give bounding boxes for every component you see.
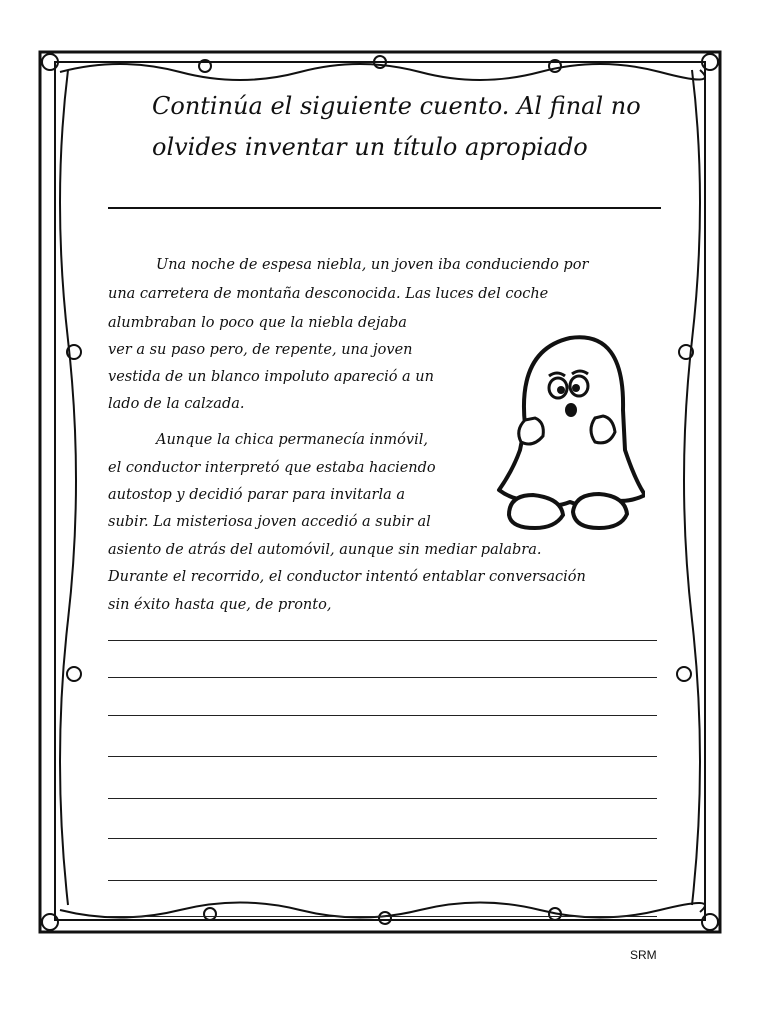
title-line-1: Continúa el siguiente cuento. Al final no	[152, 92, 641, 120]
story-line: lado de la calzada.	[108, 396, 245, 412]
story-line: Aunque la chica permanecía inmóvil,	[156, 432, 428, 448]
story-line: autostop y decidió parar para invitarla a	[108, 487, 406, 503]
story-line: alumbraban lo poco que la niebla dejaba	[108, 315, 407, 331]
story-line: sin éxito hasta que, de pronto,	[108, 597, 332, 613]
story-line: subir. La misteriosa joven accedió a subir al	[108, 514, 431, 530]
writing-line[interactable]	[108, 756, 657, 757]
story-line: asiento de atrás del automóvil, aunque sin mediar palabra.	[108, 542, 542, 558]
story-line: Durante el recorrido, el conductor intentó entablar conversación	[108, 569, 586, 585]
story-line: el conductor interpretó que estaba haciendo	[108, 460, 436, 476]
ghost-illustration	[495, 330, 645, 535]
worksheet-title	[152, 86, 672, 168]
writing-line[interactable]	[108, 715, 657, 716]
writing-line[interactable]	[108, 677, 657, 678]
writing-line[interactable]	[108, 916, 657, 917]
story-line: Una noche de espesa niebla, un joven iba conduciendo por	[156, 257, 589, 273]
author-credit: SRM	[630, 948, 657, 962]
writing-line[interactable]	[108, 880, 657, 881]
writing-line[interactable]	[108, 838, 657, 839]
story-line: ver a su paso pero, de repente, una joven	[108, 342, 413, 358]
writing-line[interactable]	[108, 798, 657, 799]
story-line: vestida de un blanco impoluto apareció a un	[108, 369, 434, 385]
title-line-2: olvides inventar un título apropiado	[152, 133, 588, 161]
writing-line[interactable]	[108, 640, 657, 641]
story-line: una carretera de montaña desconocida. Las luces del coche	[108, 286, 549, 302]
title-answer-line[interactable]	[108, 207, 661, 209]
